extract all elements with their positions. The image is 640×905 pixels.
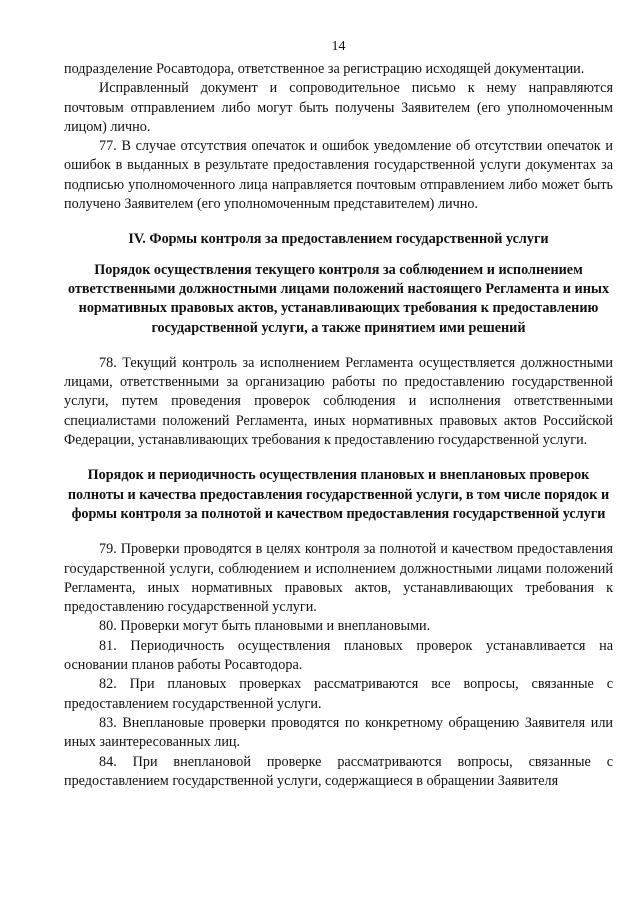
page-number: 14: [331, 39, 346, 54]
paragraph-84: 84. При внеплановой проверке рассматриваются вопросы, связанные с предоставлением государственной услуги, содержащиеся в обращении Заявителя: [64, 753, 613, 789]
paragraph-81: 81. Периодичность осуществления плановых проверок устанавливается на основании планов работы Росавтодора.: [64, 637, 613, 674]
paragraph-82: 82. При плановых проверках рассматриваются все вопросы, связанные с предоставлением государственной услуги.: [64, 676, 613, 712]
continued-paragraph: подразделение Росавтодора, ответственное за регистрацию исходящей документации.: [64, 61, 585, 77]
paragraph-83: 83. Внеплановые проверки проводятся по конкретному обращению Заявителя или иных заинтересованных лиц.: [64, 714, 613, 751]
paragraph-78: 78. Текущий контроль за исполнением Регламента осуществляется должностными лицами, ответственными за организацию работы по предоставлению государственной услуги, путем проведения проверок соблюдения и исполнения ответственными специалистами положений Регламента, иных нормативных правовых актов Российской Федерации, устанавливающих требования к предоставлению государственной услуги.: [64, 354, 613, 449]
paragraph-80: 80. Проверки могут быть плановыми и внеплановыми.: [99, 618, 431, 635]
subsection-inspections-heading: Порядок и периодичность осуществления плановых и внеплановых проверок полноты и качества предоставления государственной услуги, в том числе порядок и формы контроля за полнотой и качеством предоставления государственной услуги: [67, 467, 610, 522]
paragraph-77: 77. В случае отсутствия опечаток и ошибок уведомление об отсутствии опечаток и ошибок в выданных в результате предоставления государственной услуги документах за подписью уполномоченного лица направляется почтовым отправлением либо может быть получено Заявителем (его уполномоченным представителем) лично.: [64, 138, 613, 213]
section-4-heading: IV. Формы контроля за предоставлением государственной услуги: [128, 231, 549, 248]
subsection-current-control-heading: Порядок осуществления текущего контроля за соблюдением и исполнением ответственными должностными лицами положений настоящего Регламента и иных нормативных правовых актов, устанавливающих требования к предоставлению государственной услуги, а также принятием ими решений: [67, 261, 610, 336]
paragraph-79: 79. Проверки проводятся в целях контроля за полнотой и качеством предоставления государственной услуги, соблюдением и исполнением должностными лицами положений Регламента, иных нормативных правовых актов, устанавливающих требования к предоставлению государственной услуги.: [64, 541, 613, 616]
document-page: [64, 38, 613, 791]
paragraph-corrected-document: Исправленный документ и сопроводительное письмо к нему направляются почтовым отправлением либо могут быть получены Заявителем (его уполномоченным лицом) лично.: [64, 80, 613, 135]
